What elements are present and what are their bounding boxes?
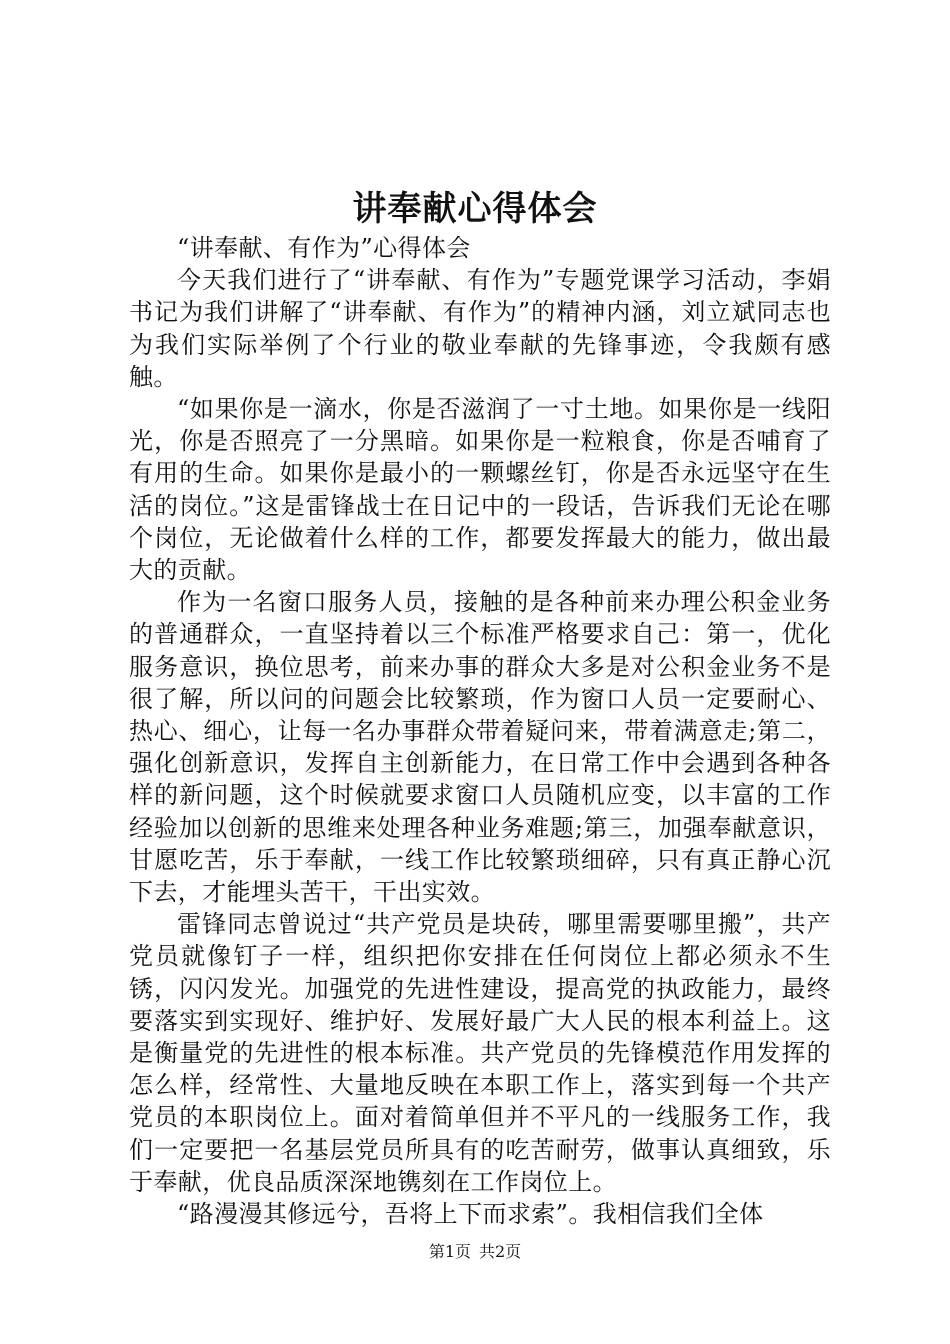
paragraph-intro: 今天我们进行了“讲奉献、有作为”专题党课学习活动，李娟书记为我们讲解了“讲奉献、有作为”的精神内涵，刘立斌同志也为我们实际举例了个行业的敬业奉献的先锋事迹，令我颇有感触。 <box>129 266 831 391</box>
page-number: 第1页 <box>428 1242 471 1261</box>
paragraph-closing: “路漫漫其修远兮，吾将上下而求索”。我相信我们全体 <box>177 1200 764 1229</box>
paragraph-window-service: 作为一名窗口服务人员，接触的是各种前来办理公积金业务的普通群众，一直坚持着以三个标准严格要求自己：第一，优化服务意识，换位思考，前来办事的群众大多是对公积金业务不是很了解，所以问的问题会比较繁琐，作为窗口人员一定要耐心、热心、细心，让每一名办事群众带着疑问来，带着满意走;第二，强化创新意识，发挥自主创新能力，在日常工作中会遇到各种各样的新问题，这个时候就要求窗口人员随机应变，以丰富的工作经验加以创新的思维来处理各种业务难题;第三，加强奉献意识，甘愿吃苦，乐于奉献，一线工作比较繁琐细碎，只有真正静心沉下去，才能埋头苦干，干出实效。 <box>129 588 831 907</box>
page-footer <box>0 1240 950 1264</box>
paragraph-lei-feng-quote: “如果你是一滴水，你是否滋润了一寸土地。如果你是一线阳光，你是否照亮了一分黑暗。如果你是一粒粮食，你是否哺育了有用的生命。如果你是最小的一颗螺丝钉，你是否永远坚守在生活的岗位。”这是雷锋战士在日记中的一段话，告诉我们无论在哪个岗位，无论做着什么样的工作，都要发挥最大的能力，做出最大的贡献。 <box>129 395 831 585</box>
page-total: 共2页 <box>479 1242 522 1261</box>
document-title: 讲奉献心得体会 <box>352 189 598 229</box>
document-body <box>129 232 831 1230</box>
paragraph-party-member: 雷锋同志曾说过“共产党员是块砖，哪里需要哪里搬”，共产党员就像钉子一样，组织把你安排在任何岗位上都必须永不生锈，闪闪发光。加强党的先进性建设，提高党的执政能力，最终要落实到实现好、维护好、发展好最广大人民的根本利益上。这是衡量党的先进性的根本标准。共产党员的先锋模范作用发挥的怎么样，经常性、大量地反映在本职工作上，落实到每一个共产党员的本职岗位上。面对着简单但并不平凡的一线服务工作，我们一定要把一名基层党员所具有的吃苦耐劳，做事认真细致，乐于奉献，优良品质深深地镌刻在工作岗位上。 <box>129 910 831 1196</box>
paragraph-subtitle: “讲奉献、有作为”心得体会 <box>177 234 471 262</box>
